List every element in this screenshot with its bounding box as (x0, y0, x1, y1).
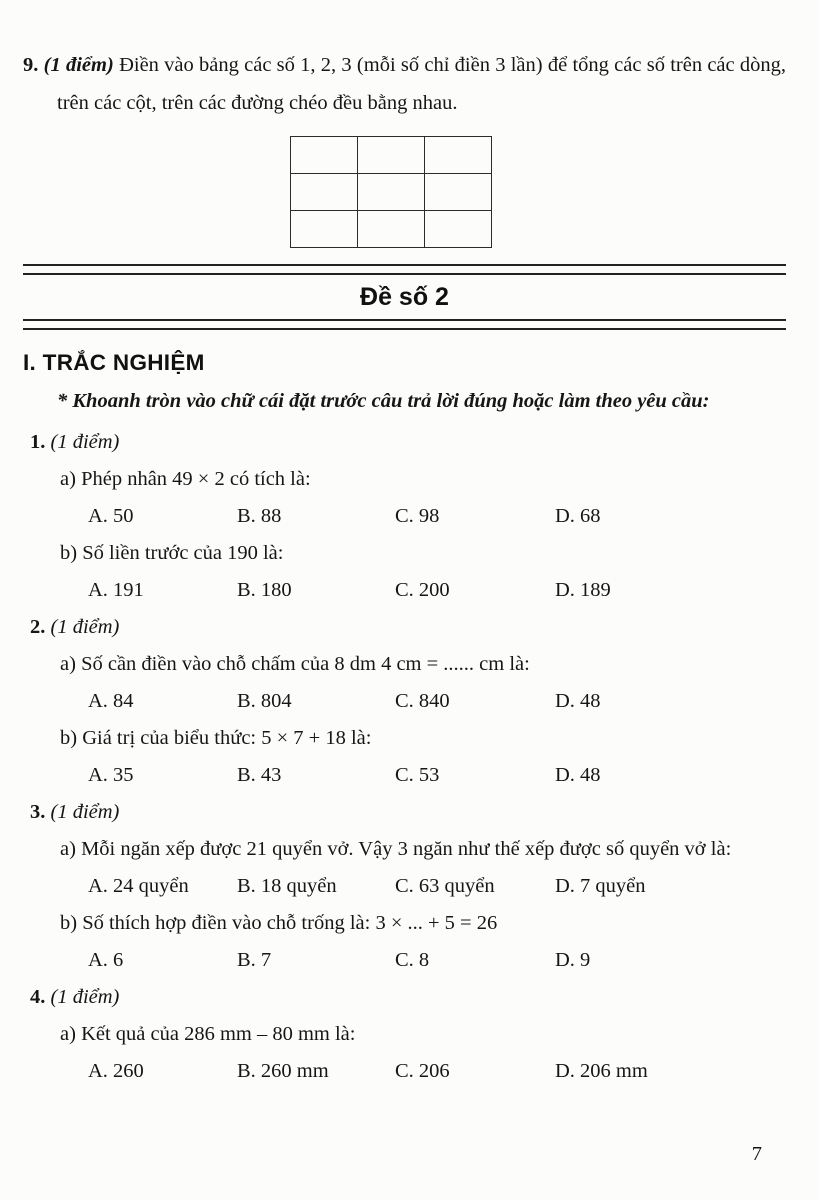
question-head (23, 609, 786, 646)
option-b: B. 88 (237, 505, 282, 527)
option-a: A. 6 (88, 949, 124, 971)
grid-row (291, 137, 492, 174)
option-a: A. 191 (88, 579, 144, 601)
grid-cell (358, 211, 425, 248)
part-text (23, 535, 786, 572)
part-text (23, 461, 786, 498)
page-number: 7 (751, 1143, 762, 1165)
option-b: B. 180 (237, 579, 292, 601)
option-a: A. 84 (88, 690, 134, 712)
options-row (23, 1053, 786, 1090)
option-d: D. 189 (555, 579, 611, 601)
question-4 (23, 979, 786, 1090)
question-head (23, 794, 786, 831)
option-d: D. 48 (555, 764, 601, 786)
question-points: (1 điểm) (50, 801, 120, 823)
grid-cell (358, 137, 425, 174)
options-row (23, 498, 786, 535)
option-a: A. 24 quyển (88, 875, 189, 897)
question-9-text (23, 46, 786, 122)
part-text (23, 720, 786, 757)
question-points: (1 điểm) (50, 431, 120, 453)
divider-top (23, 264, 786, 275)
part-label: b) (60, 542, 78, 564)
part-question: Số cần điền vào chỗ chấm của 8 dm 4 cm = ...... cm là: (81, 653, 530, 675)
magic-square-grid (290, 136, 492, 248)
part-question: Phép nhân 49 × 2 có tích là: (81, 468, 311, 490)
part-text (23, 646, 786, 683)
part-label: a) (60, 468, 76, 490)
option-c: C. 98 (395, 505, 440, 527)
option-c: C. 63 quyển (395, 875, 495, 897)
part-label: a) (60, 838, 76, 860)
part-question: Số thích hợp điền vào chỗ trống là: 3 × ... + 5 = 26 (82, 912, 498, 934)
grid-cell (425, 211, 492, 248)
question-3 (23, 794, 786, 979)
grid-cell (425, 137, 492, 174)
question-points: (1 điểm) (50, 986, 120, 1008)
instruction-text: * Khoanh tròn vào chữ cái đặt trước câu trả lời đúng hoặc làm theo yêu cầu: (57, 390, 710, 412)
question-number: 1. (30, 431, 46, 453)
option-c: C. 53 (395, 764, 440, 786)
question-9-points: (1 điểm) (43, 54, 114, 76)
option-b: B. 804 (237, 690, 292, 712)
part-question: Giá trị của biểu thức: 5 × 7 + 18 là: (82, 727, 372, 749)
grid-cell (358, 174, 425, 211)
options-row (23, 572, 786, 609)
question-1 (23, 424, 786, 609)
part-question: Kết quả của 286 mm – 80 mm là: (81, 1023, 356, 1045)
option-b: B. 260 mm (237, 1060, 329, 1082)
section-title: Đề số 2 (360, 283, 449, 311)
divider-bottom (23, 319, 786, 330)
option-a: A. 50 (88, 505, 134, 527)
option-d: D. 9 (555, 949, 591, 971)
question-head (23, 424, 786, 461)
options-row (23, 942, 786, 979)
grid-cell (291, 137, 358, 174)
option-d: D. 48 (555, 690, 601, 712)
part-question: Số liền trước của 190 là: (82, 542, 284, 564)
grid-cell (291, 174, 358, 211)
grid-row (291, 211, 492, 248)
question-9-body: Điền vào bảng các số 1, 2, 3 (mỗi số chỉ điền 3 lần) để tổng các số trên các dòng, trên các cột, trên các đường chéo đều bằng nhau. (57, 54, 787, 114)
question-number: 4. (30, 986, 46, 1008)
option-d: D. 7 quyển (555, 875, 646, 897)
question-points: (1 điểm) (50, 616, 120, 638)
question-number: 2. (30, 616, 46, 638)
part-label: b) (60, 727, 78, 749)
question-head (23, 979, 786, 1016)
part-question: Mỗi ngăn xếp được 21 quyển vở. Vậy 3 ngăn như thế xếp được số quyển vở là: (81, 838, 732, 860)
part-heading: I. TRẮC NGHIỆM (23, 350, 205, 375)
section-title-block (23, 264, 786, 330)
option-c: C. 8 (395, 949, 430, 971)
part-text (23, 1016, 786, 1053)
option-b: B. 18 quyển (237, 875, 337, 897)
option-d: D. 206 mm (555, 1060, 648, 1082)
option-a: A. 35 (88, 764, 134, 786)
grid-row (291, 174, 492, 211)
part-label: a) (60, 1023, 76, 1045)
option-a: A. 260 (88, 1060, 144, 1082)
options-row (23, 683, 786, 720)
option-c: C. 200 (395, 579, 450, 601)
question-number: 3. (30, 801, 46, 823)
option-c: C. 206 (395, 1060, 450, 1082)
grid-cell (425, 174, 492, 211)
option-d: D. 68 (555, 505, 601, 527)
part-label: a) (60, 653, 76, 675)
part-label: b) (60, 912, 78, 934)
option-c: C. 840 (395, 690, 450, 712)
question-9-number: 9. (23, 54, 39, 76)
option-b: B. 7 (237, 949, 272, 971)
option-b: B. 43 (237, 764, 282, 786)
grid-cell (291, 211, 358, 248)
part-text (23, 831, 763, 868)
multiple-choice-section (23, 424, 786, 1090)
part-text (23, 905, 786, 942)
options-row (23, 757, 786, 794)
question-2 (23, 609, 786, 794)
options-row (23, 868, 786, 905)
